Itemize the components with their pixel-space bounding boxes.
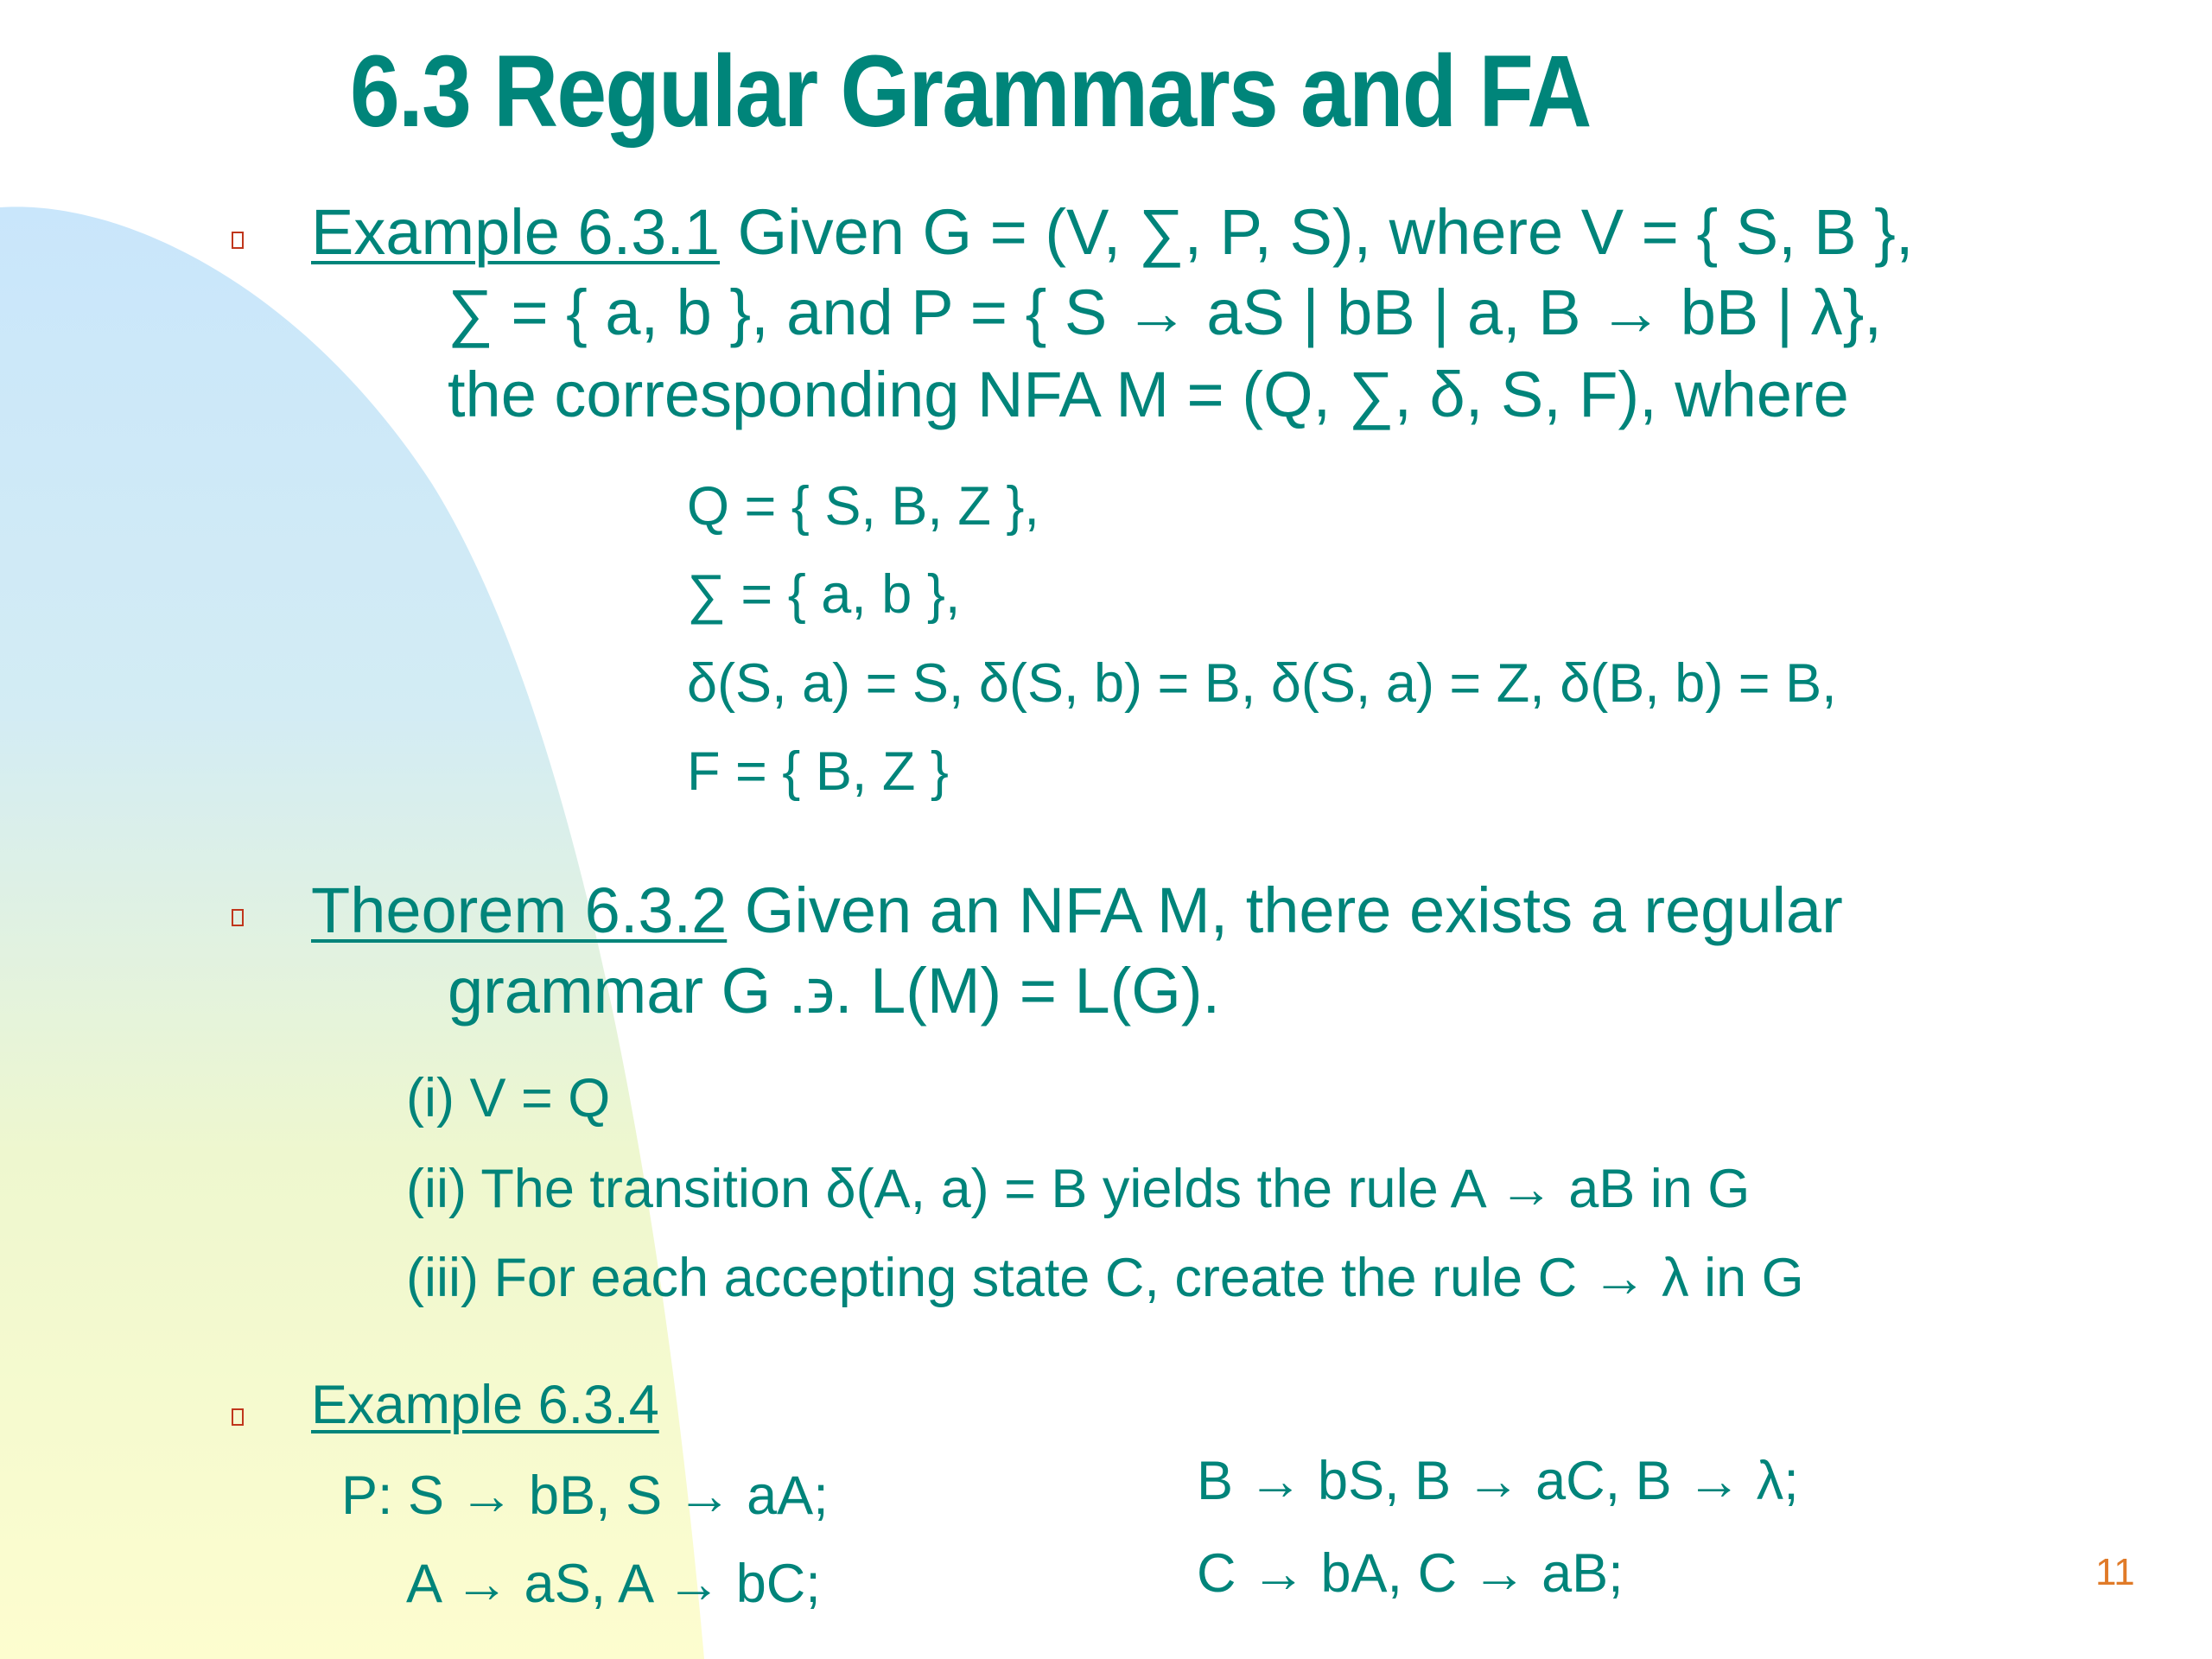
example-634-rule-row2-right: C → bA, C → aB; [1197, 1543, 1624, 1604]
theorem-item-2: (ii) The transition δ(A, a) = B yields the rule A → aB in G [406, 1159, 1751, 1219]
slide-title: 6.3 Regular Grammars and FA [350, 35, 1591, 149]
theorem-632-line2: grammar G .϶. L(M) = L(G). [448, 955, 1221, 1027]
nfa-q-definition: Q = { S, B, Z }, [687, 476, 1039, 537]
nfa-f-definition: F = { B, Z } [687, 741, 949, 802]
example-631-line2: ∑ = { a, b }, and P = { S → aS | bB | a, B → bB | λ}, [448, 276, 1882, 348]
example-634-link[interactable]: Example 6.3.4 [311, 1375, 659, 1435]
theorem-item-1: (i) V = Q [406, 1068, 611, 1128]
example-631-link[interactable]: Example 6.3.1 [311, 196, 721, 268]
example-634-rule-row1-right: B → bS, B → aC, B → λ; [1197, 1451, 1799, 1511]
example-631-line3: the corresponding NFA M = (Q, ∑, δ, S, F), where [448, 359, 1849, 430]
example-631-line1 [311, 196, 1914, 268]
theorem-632-line1 [311, 874, 1843, 946]
nfa-sigma-definition: ∑ = { a, b }, [687, 564, 961, 625]
bullet-icon [232, 909, 244, 926]
example-634-rule-row2-left: A → aS, A → bC; [406, 1554, 821, 1614]
theorem-item-3: (iii) For each accepting state C, create the rule C → λ in G [406, 1248, 1804, 1308]
theorem-632-link[interactable]: Theorem 6.3.2 [311, 874, 728, 946]
slide-number: 11 [2095, 1551, 2135, 1593]
example-634-rule-row1-left: P: S → bB, S → aA; [341, 1465, 829, 1526]
bullet-icon [232, 232, 244, 249]
theorem-632-text: Given an NFA M, there exists a regular [727, 874, 1843, 946]
example-631-text: Given G = (V, ∑, P, S), where V = { S, B }, [720, 196, 1914, 268]
bullet-icon [232, 1408, 244, 1426]
nfa-delta-definition: δ(S, a) = S, δ(S, b) = B, δ(S, a) = Z, δ(B, b) = B, [687, 653, 1837, 714]
